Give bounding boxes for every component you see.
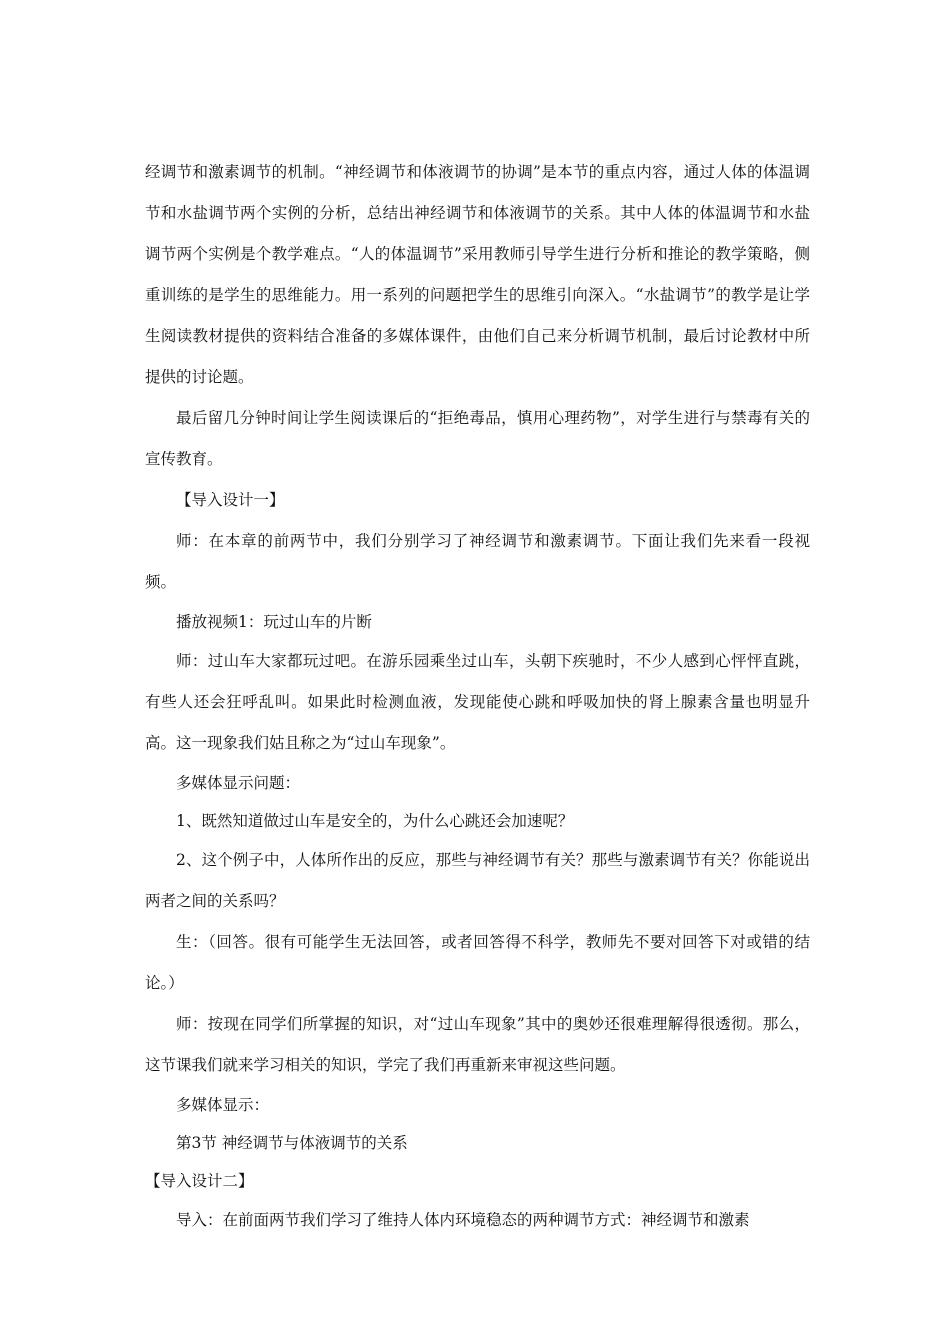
paragraph-teacher-2: 师：过山车大家都玩过吧。在游乐园乘坐过山车，头朝下疾驰时，不少人感到心怦怦直跳，有些人还会狂呼乱叫。如果此时检测血液，发现能使心跳和呼吸加快的肾上腺素含量也明显升高。这一现象我们姑且称之为“过山车现象”。 [145, 652, 810, 752]
paragraph-video: 播放视频1：玩过山车的片断 [176, 613, 372, 631]
heading-intro-design-2: 【导入设计二】 [145, 1172, 254, 1190]
paragraph-anti-drug: 最后留几分钟时间让学生阅读课后的“拒绝毒品，慎用心理药物”，对学生进行与禁毒有关的宣传教育。 [145, 409, 810, 468]
paragraph-multimedia-questions: 多媒体显示问题： [176, 774, 301, 792]
document-body [145, 152, 810, 1241]
paragraph-teacher-3: 师：按现在同学们所掌握的知识，对“过山车现象”其中的奥妙还很难理解得很透彻。那么，这节课我们就来学习相关的知识，学完了我们再重新来审视这些问题。 [145, 1015, 810, 1074]
paragraph-multimedia-show: 多媒体显示： [176, 1096, 270, 1114]
paragraph-student: 生：（回答。很有可能学生无法回答，或者回答得不科学，教师先不要对回答下对或错的结论。） [145, 933, 810, 992]
paragraph-intro-2: 导入：在前面两节我们学习了维持人体内环境稳态的两种调节方式：神经调节和激素 [176, 1211, 750, 1229]
paragraph-section-title: 第3节 神经调节与体液调节的关系 [176, 1134, 408, 1152]
paragraph-teacher-1: 师：在本章的前两节中，我们分别学习了神经调节和激素调节。下面让我们先来看一段视频。 [145, 532, 810, 591]
paragraph-overview: 经调节和激素调节的机制。“神经调节和体液调节的协调”是本节的重点内容，通过人体的体温调节和水盐调节两个实例的分析，总结出神经调节和体液调节的关系。其中人体的体温调节和水盐调节两个实例是个教学难点。“人的体温调节”采用教师引导学生进行分析和推论的教学策略，侧重训练的是学生的思维能力。用一系列的问题把学生的思维引向深入。“水盐调节”的教学是让学生阅读教材提供的资料结合准备的多媒体课件，由他们自己来分析调节机制，最后讨论教材中所提供的讨论题。 [145, 163, 810, 386]
paragraph-question-2: 2、这个例子中，人体所作出的反应，那些与神经调节有关？那些与激素调节有关？你能说出两者之间的关系吗？ [145, 851, 810, 910]
heading-intro-design-1: 【导入设计一】 [176, 491, 285, 509]
paragraph-question-1: 1、既然知道做过山车是安全的，为什么心跳还会加速呢？ [176, 812, 574, 830]
